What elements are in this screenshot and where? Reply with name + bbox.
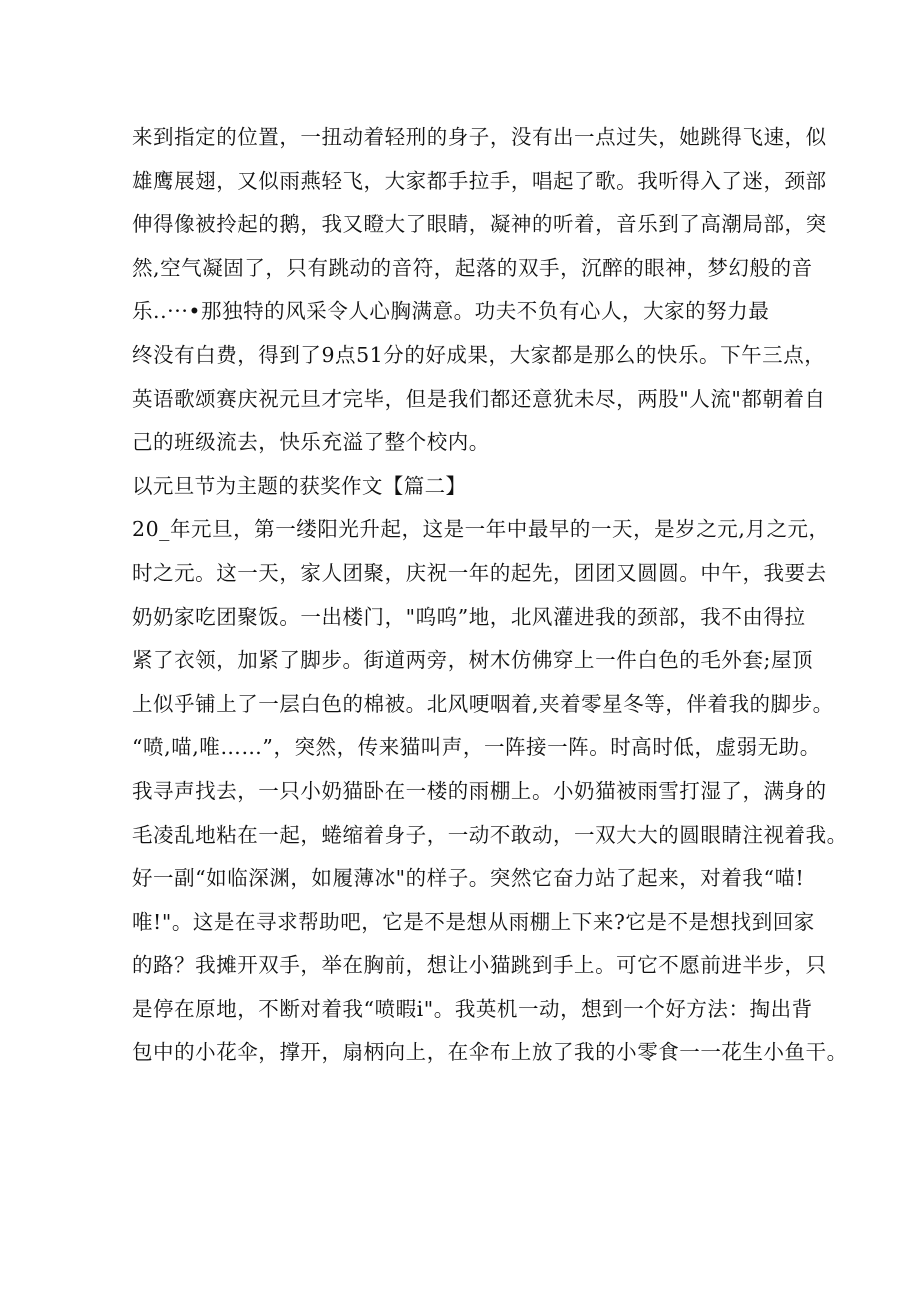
paragraph-line: 伸得像被拎起的鹅，我又瞪大了眼睛，凝神的听着，音乐到了高潮局部，突 (132, 212, 827, 237)
paragraph-line: “喷,喵,唯……”，突然，传来猫叫声，一阵接一阵。时高时低，虚弱无助。 (132, 735, 821, 760)
paragraph-line: 乐..···•那独特的风采令人心胸满意。功夫不负有心人，大家的努力最 (132, 299, 770, 324)
paragraph-line: 己的班级流去，快乐充溢了整个校内。 (132, 430, 490, 455)
paragraph-line: 紧了衣领，加紧了脚步。街道两旁，树木仿佛穿上一件白色的毛外套;屋顶 (132, 648, 814, 673)
paragraph-line: 英语歌颂赛庆祝元旦才完毕，但是我们都还意犹未尽，两股"人流"都朝着自 (132, 386, 826, 411)
paragraph-line: 毛凌乱地粘在一起，蜷缩着身子，一动不敢动，一双大大的圆眼睛注视着我。 (132, 822, 848, 847)
paragraph-line: 终没有白费，得到了9点51分的好成果，大家都是那么的快乐。下午三点， (132, 342, 826, 367)
paragraph-line: 雄鹰展翅，又似雨燕轻飞，大家都手拉手，唱起了歌。我听得入了迷，颈部 (132, 168, 827, 193)
paragraph-line: 上似乎铺上了一层白色的棉被。北风哽咽着,夹着零星冬等，伴着我的脚步。 (132, 691, 834, 716)
essay-body (132, 116, 848, 1075)
paragraph-line: 的路？我摊开双手，举在胸前，想让小猫跳到手上。可它不愿前进半步，只 (132, 953, 827, 978)
paragraph-line: 20_年元旦，第一缕阳光升起，这是一年中最早的一天，是岁之元,月之元， (132, 517, 830, 542)
paragraph-line: 好一副“如临深渊，如履薄冰"的样子。突然它奋力站了起来，对着我“喵! (132, 866, 805, 891)
paragraph-line: 我寻声找去，一只小奶猫卧在一楼的雨棚上。小奶猫被雨雪打湿了，满身的 (132, 778, 827, 803)
section-heading: 以元旦节为主题的获奖作文【篇二】 (132, 473, 467, 498)
paragraph-line: 奶奶家吃团聚饭。一出楼门，"呜呜”地，北风灌进我的颈部，我不由得拉 (132, 604, 806, 629)
paragraph-line: 然,空气凝固了，只有跳动的音符，起落的双手，沉醉的眼神，梦幻般的音 (132, 255, 813, 280)
paragraph-line: 来到指定的位置，一扭动着轻刑的身子，没有出一点过失，她跳得飞速，似 (132, 125, 827, 149)
paragraph-line: 时之元。这一天，家人团聚，庆祝一年的起先，团团又圆圆。中午，我要去 (132, 560, 827, 585)
paragraph-line: 包中的小花伞，撑开，扇柄向上，在伞布上放了我的小零食一一花生小鱼干。 (132, 1040, 848, 1065)
paragraph-line: 是停在原地，不断对着我“喷暇i"。我英机一动，想到一个好方法：掏出背 (132, 996, 813, 1021)
paragraph-line: 唯!"。这是在寻求帮助吧，它是不是想从雨棚上下来?它是不是想找到回家 (132, 909, 815, 934)
